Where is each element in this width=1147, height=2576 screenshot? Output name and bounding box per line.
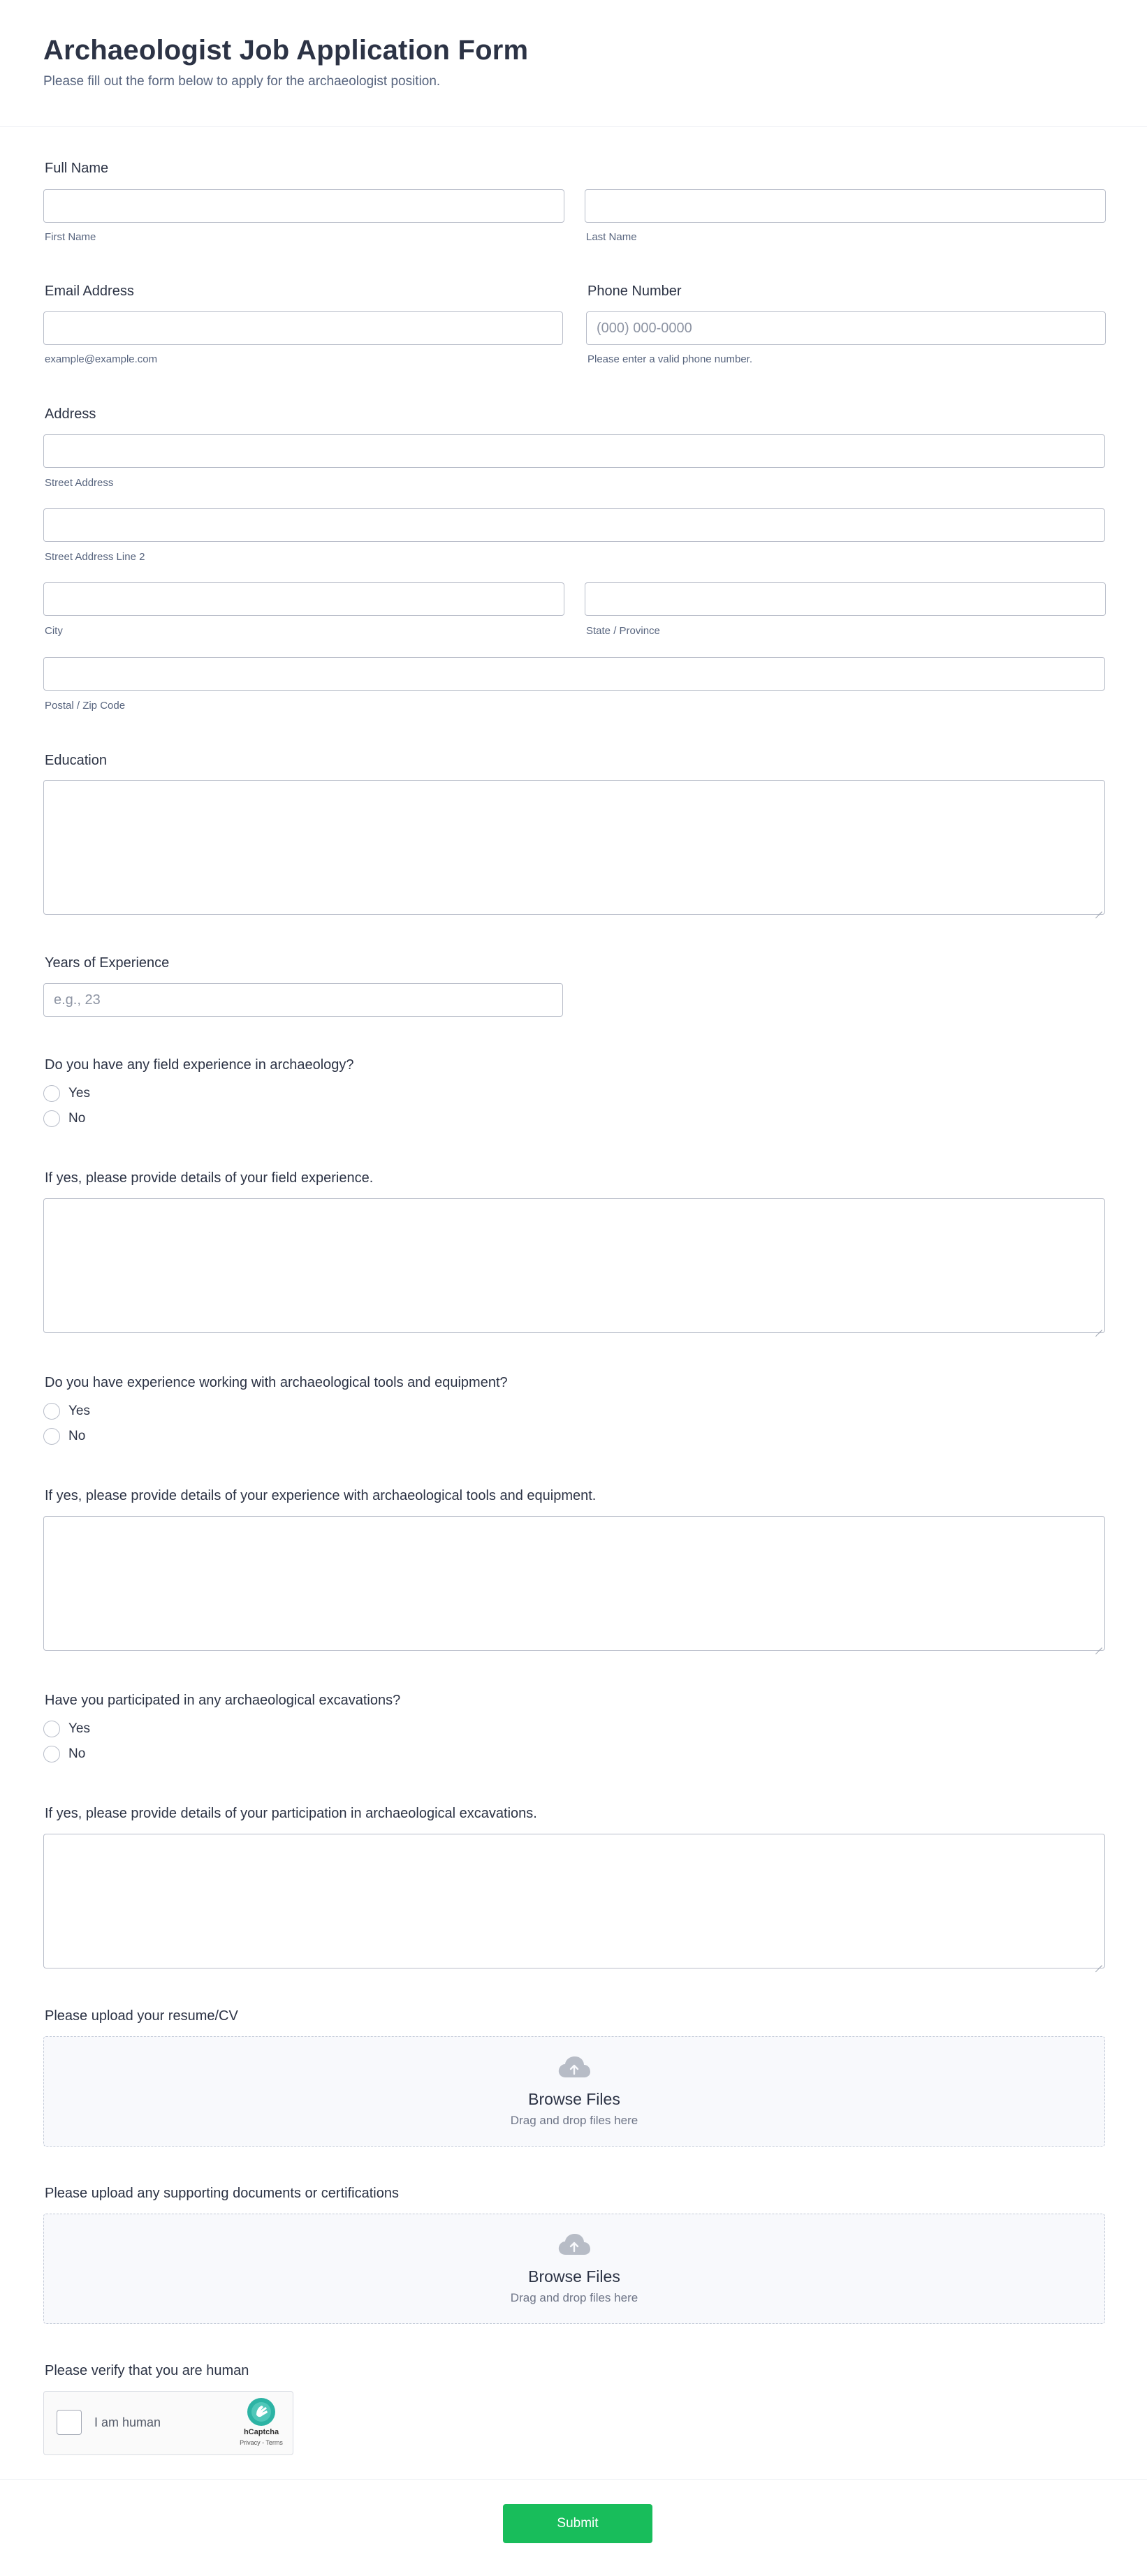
zip-sublabel: Postal / Zip Code	[45, 700, 126, 712]
state-sublabel: State / Province	[586, 625, 660, 637]
resize-handle-icon[interactable]	[1095, 1959, 1102, 1966]
tools-details-textarea[interactable]	[43, 1516, 1105, 1651]
radio-label: Yes	[68, 1086, 90, 1101]
tools-experience-no[interactable]	[43, 1427, 85, 1446]
education-label: Education	[45, 753, 107, 768]
captcha-checkbox[interactable]	[57, 2410, 82, 2435]
captcha-privacy-terms-link[interactable]: Privacy - Terms	[240, 2439, 283, 2446]
excavations-question: Have you participated in any archaeological excavations?	[45, 1693, 401, 1708]
full-name-label: Full Name	[45, 161, 109, 176]
zip-input[interactable]	[43, 657, 1105, 691]
form-subtitle: Please fill out the form below to apply for the archaeologist position.	[43, 74, 441, 89]
years-input[interactable]	[43, 983, 563, 1017]
radio-circle-icon[interactable]	[43, 1085, 60, 1102]
form-title: Archaeologist Job Application Form	[43, 35, 529, 66]
street-address-sublabel: Street Address	[45, 477, 114, 489]
radio-label: No	[68, 1746, 86, 1761]
field-details-label: If yes, please provide details of your field experience.	[45, 1170, 374, 1186]
street-address-input[interactable]	[43, 434, 1105, 468]
radio-circle-icon[interactable]	[43, 1746, 60, 1762]
form-header	[0, 0, 1147, 127]
resize-handle-icon[interactable]	[1095, 1641, 1102, 1648]
radio-label: Yes	[68, 1404, 90, 1418]
browse-files-button[interactable]: Browse Files	[528, 2267, 620, 2286]
last-name-sublabel: Last Name	[586, 231, 637, 243]
radio-circle-icon[interactable]	[43, 1110, 60, 1127]
submit-button[interactable]: Submit	[503, 2504, 652, 2543]
drag-drop-hint: Drag and drop files here	[510, 2291, 638, 2304]
radio-circle-icon[interactable]	[43, 1403, 60, 1420]
city-input[interactable]	[43, 582, 564, 616]
tools-details-label: If yes, please provide details of your experience with archaeological tools and equipment.	[45, 1488, 597, 1503]
years-label: Years of Experience	[45, 955, 170, 971]
radio-label: No	[68, 1111, 86, 1126]
footer-divider	[0, 2479, 1147, 2480]
resize-handle-icon[interactable]	[1095, 1323, 1102, 1330]
field-experience-no[interactable]	[43, 1109, 85, 1128]
supporting-upload-label: Please upload any supporting documents or certifications	[45, 2186, 399, 2201]
browse-files-button[interactable]: Browse Files	[528, 2090, 620, 2108]
city-sublabel: City	[45, 625, 63, 637]
first-name-sublabel: First Name	[45, 231, 96, 243]
email-input[interactable]	[43, 311, 563, 345]
phone-label: Phone Number	[587, 284, 682, 299]
excavations-yes[interactable]	[43, 1719, 90, 1739]
radio-label: Yes	[68, 1721, 90, 1736]
email-sublabel: example@example.com	[45, 353, 158, 365]
tools-experience-yes[interactable]	[43, 1401, 90, 1421]
field-experience-question: Do you have any field experience in archaeology?	[45, 1057, 354, 1073]
hcaptcha-widget	[43, 2391, 293, 2455]
phone-placeholder: (000) 000-0000	[597, 320, 692, 336]
radio-circle-icon[interactable]	[43, 1721, 60, 1737]
phone-input[interactable]	[586, 311, 1106, 345]
captcha-text: I am human	[94, 2415, 161, 2429]
street-address-line2-input[interactable]	[43, 508, 1105, 542]
supporting-upload-dropzone[interactable]	[43, 2214, 1105, 2324]
field-experience-yes[interactable]	[43, 1084, 90, 1103]
radio-circle-icon[interactable]	[43, 1428, 60, 1445]
street-address-line2-sublabel: Street Address Line 2	[45, 551, 145, 563]
tools-experience-question: Do you have experience working with archaeological tools and equipment?	[45, 1375, 508, 1390]
cloud-upload-icon	[557, 2055, 591, 2079]
drag-drop-hint: Drag and drop files here	[510, 2114, 638, 2127]
radio-label: No	[68, 1429, 86, 1443]
cloud-upload-icon	[557, 2232, 591, 2256]
captcha-label: Please verify that you are human	[45, 2363, 249, 2378]
resume-upload-label: Please upload your resume/CV	[45, 2008, 238, 2024]
first-name-input[interactable]	[43, 189, 564, 223]
years-placeholder: e.g., 23	[54, 992, 101, 1008]
email-label: Email Address	[45, 284, 134, 299]
hcaptcha-logo-icon	[247, 2397, 276, 2427]
phone-sublabel: Please enter a valid phone number.	[587, 353, 752, 365]
excavations-details-textarea[interactable]	[43, 1834, 1105, 1968]
resize-handle-icon[interactable]	[1095, 905, 1102, 912]
resume-upload-dropzone[interactable]	[43, 2036, 1105, 2147]
address-label: Address	[45, 406, 96, 422]
education-textarea[interactable]	[43, 780, 1105, 915]
field-details-textarea[interactable]	[43, 1198, 1105, 1333]
captcha-brand: hCaptcha	[243, 2428, 279, 2436]
excavations-details-label: If yes, please provide details of your participation in archaeological excavations.	[45, 1806, 537, 1821]
state-input[interactable]	[585, 582, 1106, 616]
excavations-no[interactable]	[43, 1744, 85, 1764]
last-name-input[interactable]	[585, 189, 1106, 223]
